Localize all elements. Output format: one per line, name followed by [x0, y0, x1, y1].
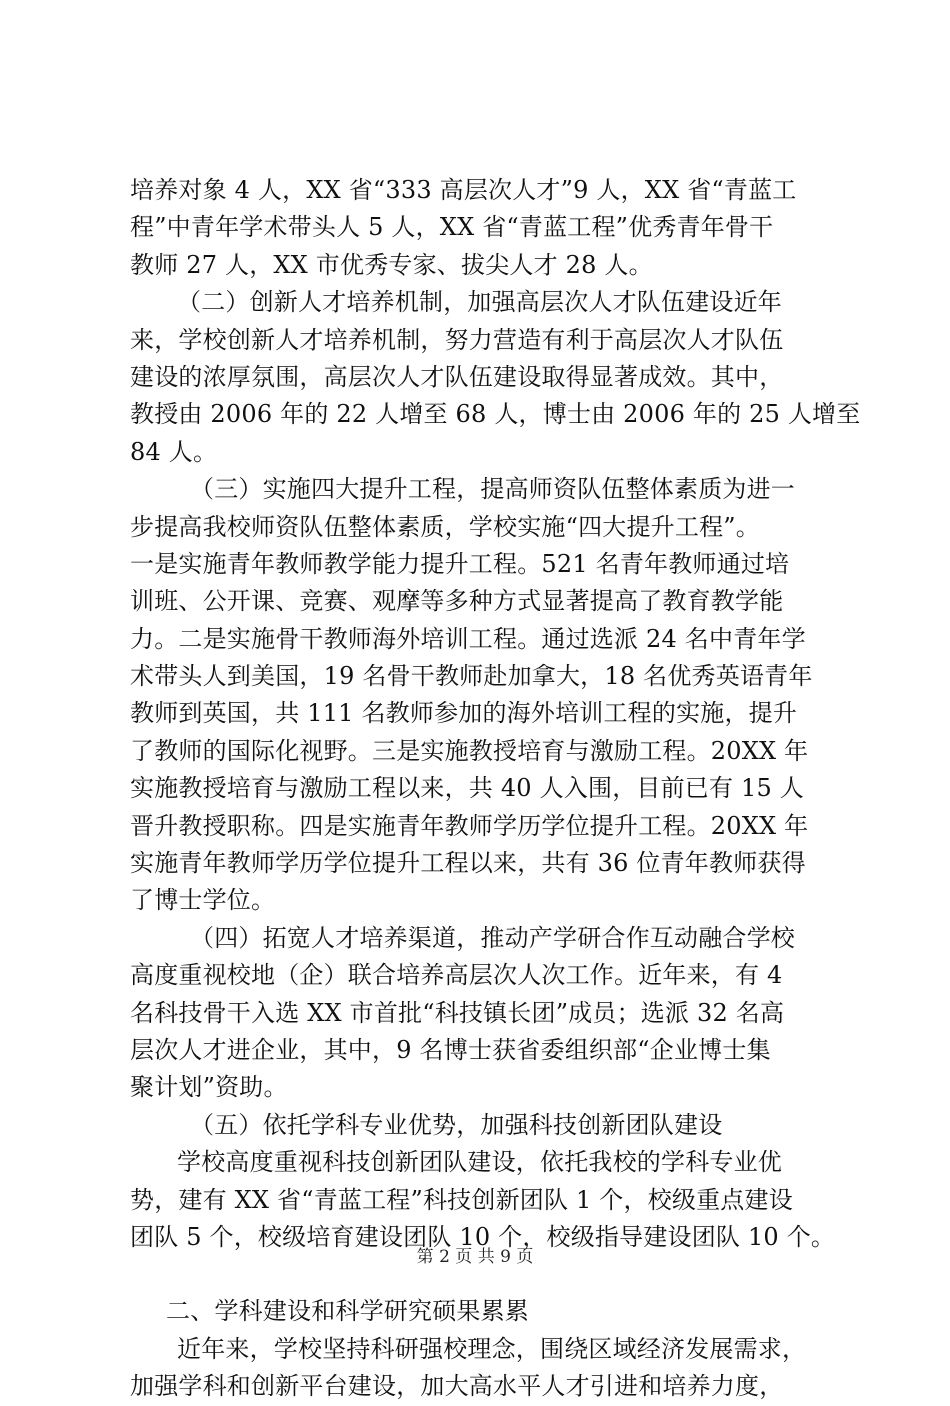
- body-line: 名科技骨干入选 XX 市首批“科技镇长团”成员；选派 32 名高: [130, 998, 785, 1027]
- body-line: 来，学校创新人才培养机制，努力营造有利于高层次人才队伍: [130, 325, 784, 354]
- body-line: 聚计划”资助。: [130, 1073, 288, 1102]
- body-line: 教授由 2006 年的 22 人增至 68 人，博士由 2006 年的 25 人增至: [130, 400, 861, 429]
- body-line: 训班、公开课、竞赛、观摩等多种方式显著提高了教育教学能: [130, 587, 784, 616]
- body-line: 培养对象 4 人，XX 省“333 高层次人才”9 人，XX 省“青蓝工: [130, 176, 797, 204]
- body-line: 实施青年教师学历学位提升工程以来，共有 36 位青年教师获得: [130, 849, 806, 878]
- body-line: 近年来，学校坚持科研强校理念，围绕区域经济发展需求，: [177, 1334, 807, 1363]
- document-body: [130, 172, 861, 1406]
- body-line: 势，建有 XX 省“青蓝工程”科技创新团队 1 个，校级重点建设: [130, 1185, 793, 1214]
- body-line: 建设的浓厚氛围，高层次人才队伍建设取得显著成效。其中，: [130, 362, 784, 391]
- body-line: 了博士学位。: [130, 886, 276, 915]
- body-line: 学校高度重视科技创新团队建设，依托我校的学科专业优: [177, 1148, 782, 1177]
- body-line: 教师到英国，共 111 名教师参加的海外培训工程的实施，提升: [130, 699, 798, 728]
- section-heading-5: （五）依托学科专业优势，加强科技创新团队建设: [190, 1110, 723, 1139]
- body-line: 加强学科和创新平台建设，加大高水平人才引进和培养力度，: [130, 1372, 784, 1401]
- body-line: 晋升教授职称。四是实施青年教师学历学位提升工程。20XX 年: [130, 811, 809, 840]
- body-line: 一是实施青年教师教学能力提升工程。521 名青年教师通过培: [130, 549, 790, 578]
- section-heading-4: （四）拓宽人才培养渠道，推动产学研合作互动融合学校: [190, 923, 795, 952]
- body-line: 层次人才进企业，其中，9 名博士获省委组织部“企业博士集: [130, 1035, 771, 1064]
- page-number-footer: 第 2 页 共 9 页: [416, 1247, 534, 1267]
- section-heading-2: （二）创新人才培养机制，加强高层次人才队伍建设近年: [177, 288, 782, 317]
- body-line: 了教师的国际化视野。三是实施教授培育与激励工程。20XX 年: [130, 736, 809, 765]
- chapter-heading: 二、学科建设和科学研究硕果累累: [166, 1297, 529, 1326]
- body-line: 步提高我校师资队伍整体素质，学校实施“四大提升工程”。: [130, 512, 760, 541]
- section-heading-3: （三）实施四大提升工程，提高师资队伍整体素质为进一: [190, 475, 795, 504]
- body-line: 高度重视校地（企）联合培养高层次人次工作。近年来，有 4: [130, 961, 783, 990]
- body-line: 团队 5 个，校级培育建设团队 10 个，校级指导建设团队 10 个。: [130, 1222, 836, 1251]
- body-line: 程”中青年学术带头人 5 人，XX 省“青蓝工程”优秀青年骨干: [130, 213, 774, 242]
- body-line: 实施教授培育与激励工程以来，共 40 人入围，目前已有 15 人: [130, 774, 804, 803]
- body-line: 教师 27 人，XX 市优秀专家、拔尖人才 28 人。: [130, 250, 653, 279]
- body-line: 力。二是实施骨干教师海外培训工程。通过选派 24 名中青年学: [130, 624, 806, 653]
- body-line: 84 人。: [130, 437, 218, 466]
- body-line: 术带头人到美国，19 名骨干教师赴加拿大，18 名优秀英语青年: [130, 662, 813, 691]
